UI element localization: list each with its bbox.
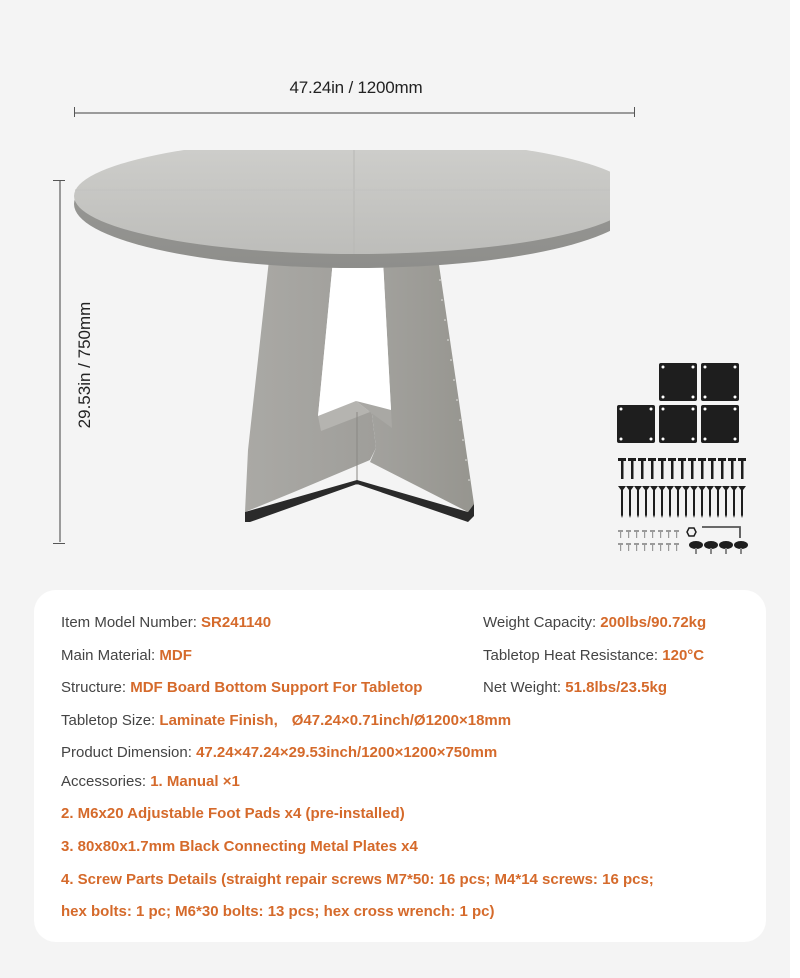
spec-value: Laminate Finish, xyxy=(159,712,278,729)
metal-plate xyxy=(701,363,739,401)
spec-label: Tabletop Size: xyxy=(61,712,160,729)
accessory-item: hex bolts: 1 pc; M6*30 bolts: 13 pcs; hex cross wrench: 1 pc) xyxy=(61,903,495,920)
spec-value: MDF xyxy=(159,647,192,664)
spec-net-weight xyxy=(483,679,667,697)
spec-value: MDF Board Bottom Support For Tabletop xyxy=(130,679,423,696)
spec-label: Main Material: xyxy=(61,647,160,664)
spec-value: 200lbs/90.72kg xyxy=(600,614,707,631)
spec-model-number xyxy=(61,614,271,632)
height-dimension-cap-bottom xyxy=(53,543,65,544)
width-dimension-label: 47.24in / 1200mm xyxy=(289,78,423,97)
spec-label: Net Weight: xyxy=(483,679,566,696)
spec-label: Product Dimension: xyxy=(61,744,197,761)
spec-label: Item Model Number: xyxy=(61,614,202,631)
height-dimension-label: 29.53in / 750mm xyxy=(75,301,94,429)
accessory-item: 3. 80x80x1.7mm Black Connecting Metal Plates x4 xyxy=(61,838,418,855)
image-border xyxy=(790,0,800,978)
spec-value: 47.24×47.24×29.53inch/1200×1200×750mm xyxy=(196,744,498,761)
spec-label: Tabletop Heat Resistance: xyxy=(483,647,663,664)
metal-plate xyxy=(701,405,739,443)
height-dimension-line xyxy=(59,180,61,542)
accessory-item: 2. M6x20 Adjustable Foot Pads x4 (pre-installed) xyxy=(61,805,405,822)
width-dimension-cap-left xyxy=(74,107,75,117)
spec-structure xyxy=(61,679,422,697)
spec-value: SR241140 xyxy=(201,614,272,631)
metal-plate xyxy=(617,405,655,443)
spec-weight-capacity xyxy=(483,614,706,632)
spec-label: Structure: xyxy=(61,679,131,696)
spec-label: Accessories: xyxy=(61,773,151,790)
width-dimension-cap-right xyxy=(634,107,635,117)
spec-tabletop-size xyxy=(61,712,511,730)
accessory-item: 4. Screw Parts Details (straight repair screws M7*50: 16 pcs; M4*14 screws: 16 pcs; xyxy=(61,871,654,888)
spec-product-dimension xyxy=(61,744,497,762)
accessory-item: 1. Manual ×1 xyxy=(150,773,240,790)
round-table-image xyxy=(70,150,610,550)
metal-plate xyxy=(659,363,697,401)
spec-accessories xyxy=(61,773,240,791)
height-dimension-cap-top xyxy=(53,180,65,181)
accessories-image xyxy=(610,358,760,568)
metal-plate xyxy=(659,405,697,443)
width-dimension-line xyxy=(74,112,635,114)
spec-value: 51.8lbs/23.5kg xyxy=(565,679,667,696)
spec-heat-resistance xyxy=(483,647,704,665)
spec-label: Weight Capacity: xyxy=(483,614,601,631)
specifications-card xyxy=(34,590,766,942)
spec-main-material xyxy=(61,647,192,665)
spec-value: 120°C xyxy=(662,647,705,664)
spec-value: Ø47.24×0.71inch/Ø1200×18mm xyxy=(291,712,512,729)
